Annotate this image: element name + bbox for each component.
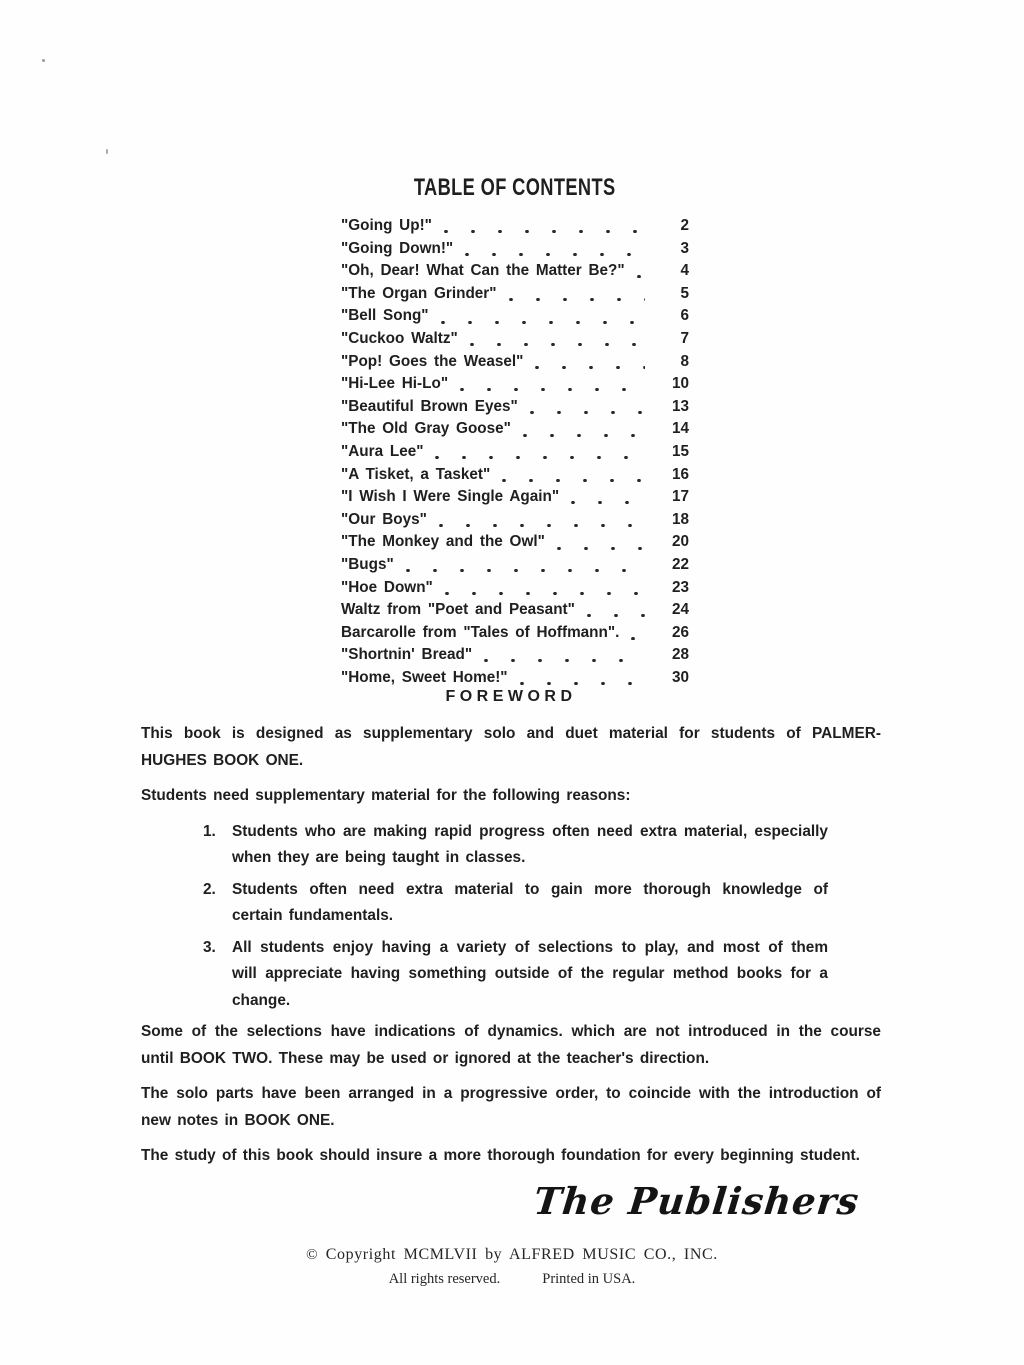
toc-entry-page: 2 (680, 217, 689, 234)
toc-entry-title: "Going Up!" (341, 217, 432, 234)
toc-entry-page: 4 (680, 262, 689, 280)
toc-dot-leader (460, 388, 645, 391)
toc-row (341, 328, 689, 351)
scan-speck (106, 149, 108, 154)
toc-row (341, 238, 689, 261)
toc-entry-title: "Bell Song" (341, 307, 429, 325)
rights-text: All rights reserved. (388, 1271, 501, 1287)
toc-dot-leader (520, 682, 645, 685)
toc-entry-page: 5 (680, 284, 689, 302)
toc-entry-page: 7 (680, 329, 689, 347)
toc-dot-leader (571, 501, 645, 504)
toc-entry-title: Barcarolle from "Tales of Hoffmann". (341, 623, 620, 641)
table-of-contents-section (341, 174, 689, 689)
toc-entry-page: 15 (671, 442, 689, 460)
toc-dot-leader (439, 524, 645, 527)
toc-row (341, 418, 689, 441)
toc-list (341, 215, 689, 689)
toc-entry-title: "Beautiful Brown Eyes" (341, 397, 518, 415)
toc-entry-page: 22 (671, 555, 689, 573)
toc-entry-page: 14 (671, 420, 689, 438)
publisher-signature (141, 1179, 881, 1223)
toc-entry-title: "Aura Lee" (341, 442, 424, 460)
toc-entry-page: 24 (671, 601, 689, 619)
scan-speck (42, 59, 45, 62)
toc-row (341, 531, 689, 554)
toc-row (341, 577, 689, 600)
rights-line (0, 1271, 1024, 1288)
toc-entry-title: "Oh, Dear! What Can the Matter Be?" (341, 262, 625, 280)
toc-row (341, 283, 689, 306)
toc-entry-page: 18 (671, 510, 689, 528)
copyright-footer (0, 1246, 1024, 1288)
toc-row (341, 351, 689, 374)
toc-entry-page: 23 (671, 578, 689, 596)
toc-row (341, 554, 689, 577)
copyright-symbol: © (306, 1247, 319, 1263)
toc-dot-leader (444, 230, 645, 233)
toc-entry-page: 13 (671, 397, 689, 415)
toc-entry-title: "Shortnin' Bread" (341, 646, 473, 664)
toc-entry-page: 30 (671, 668, 689, 686)
toc-entry-title: "The Organ Grinder" (341, 284, 497, 302)
toc-dot-leader (441, 321, 645, 324)
toc-title-text: TABLE OF CONTENTS (414, 174, 616, 201)
reason-text: Students who are making rapid progress often need extra material, especially when they are being taught in classes. (232, 822, 828, 866)
toc-row (341, 215, 689, 238)
copyright-line (0, 1246, 1024, 1264)
toc-row (341, 509, 689, 532)
reason-number: 1. (203, 822, 216, 840)
toc-entry-title: "Home, Sweet Home!" (341, 668, 508, 686)
toc-row (341, 305, 689, 328)
toc-entry-title: "Going Down!" (341, 239, 454, 257)
toc-dot-leader (445, 592, 645, 595)
reason-item (203, 877, 828, 930)
toc-entry-page: 6 (680, 307, 689, 325)
toc-entry-page: 28 (671, 646, 689, 664)
toc-dot-leader (470, 343, 645, 346)
toc-dot-leader (557, 547, 645, 550)
reason-number: 2. (203, 880, 216, 898)
toc-dot-leader (509, 298, 646, 301)
toc-dot-leader (523, 434, 645, 437)
foreword-paragraph-3: Some of the selections have indications of dynamics. which are not introduced in the course until BOOK TWO. These may be used or ignored at the teacher's direction. (141, 1023, 881, 1067)
toc-entry-title: "Hi-Lee Hi-Lo" (341, 375, 449, 393)
toc-dot-leader (535, 366, 645, 369)
toc-entry-title: Waltz from "Poet and Peasant" (341, 601, 575, 619)
toc-entry-title: "The Old Gray Goose" (341, 420, 511, 438)
toc-entry-page: 3 (680, 239, 689, 257)
printed-text: Printed in USA. (542, 1271, 636, 1287)
toc-entry-page: 20 (671, 533, 689, 551)
foreword-paragraph-5: The study of this book should insure a more thorough foundation for every beginning student. (141, 1147, 860, 1164)
toc-entry-title: "I Wish I Were Single Again" (341, 488, 560, 506)
toc-row (341, 644, 689, 667)
toc-row (341, 486, 689, 509)
toc-dot-leader (631, 637, 645, 640)
toc-row (341, 599, 689, 622)
foreword-paragraph-4: The solo parts have been arranged in a progressive order, to coincide with the introduction of new notes in BOOK ONE. (141, 1085, 881, 1129)
toc-row (341, 667, 689, 690)
reason-number: 3. (203, 938, 216, 956)
toc-title (341, 174, 689, 202)
publisher-signature-text: The Publishers (531, 1178, 862, 1223)
toc-row (341, 260, 689, 283)
toc-entry-title: "Hoe Down" (341, 578, 433, 596)
reason-item (203, 935, 828, 1015)
toc-entry-title: "Bugs" (341, 555, 394, 573)
reasons-list (141, 819, 881, 1015)
toc-row (341, 622, 689, 645)
foreword-section (141, 688, 881, 1223)
toc-dot-leader (465, 253, 645, 256)
foreword-heading: FOREWORD (445, 688, 577, 705)
toc-dot-leader (435, 456, 645, 459)
reason-text: Students often need extra material to gain more thorough knowledge of certain fundamentals. (232, 880, 828, 924)
copyright-text: Copyright MCMLVII by ALFRED MUSIC CO., INC. (325, 1246, 718, 1263)
toc-row (341, 464, 689, 487)
foreword-paragraph-2: Students need supplementary material for the following reasons: (141, 787, 631, 804)
toc-dot-leader (587, 614, 645, 617)
toc-row (341, 373, 689, 396)
toc-entry-page: 10 (671, 375, 689, 393)
toc-dot-leader (637, 275, 645, 278)
toc-entry-title: "Our Boys" (341, 510, 427, 528)
toc-dot-leader (530, 411, 645, 414)
toc-entry-title: "The Monkey and the Owl" (341, 533, 545, 551)
toc-entry-page: 8 (680, 352, 689, 370)
toc-row (341, 396, 689, 419)
toc-row (341, 441, 689, 464)
reason-item (203, 819, 828, 872)
toc-entry-title: "A Tisket, a Tasket" (341, 465, 491, 483)
reason-text: All students enjoy having a variety of selections to play, and most of them will appreciate having something outside of the regular method books for a change. (232, 938, 828, 1009)
toc-dot-leader (502, 479, 645, 482)
toc-dot-leader (484, 659, 645, 662)
toc-entry-page: 16 (671, 465, 689, 483)
toc-entry-page: 26 (671, 623, 689, 641)
toc-dot-leader (406, 569, 645, 572)
toc-entry-title: "Pop! Goes the Weasel" (341, 352, 524, 370)
foreword-paragraph-1: This book is designed as supplementary solo and duet material for students of PALMER-HUGHES BOOK ONE. (141, 725, 881, 769)
toc-entry-page: 17 (671, 488, 689, 506)
toc-entry-title: "Cuckoo Waltz" (341, 329, 458, 347)
